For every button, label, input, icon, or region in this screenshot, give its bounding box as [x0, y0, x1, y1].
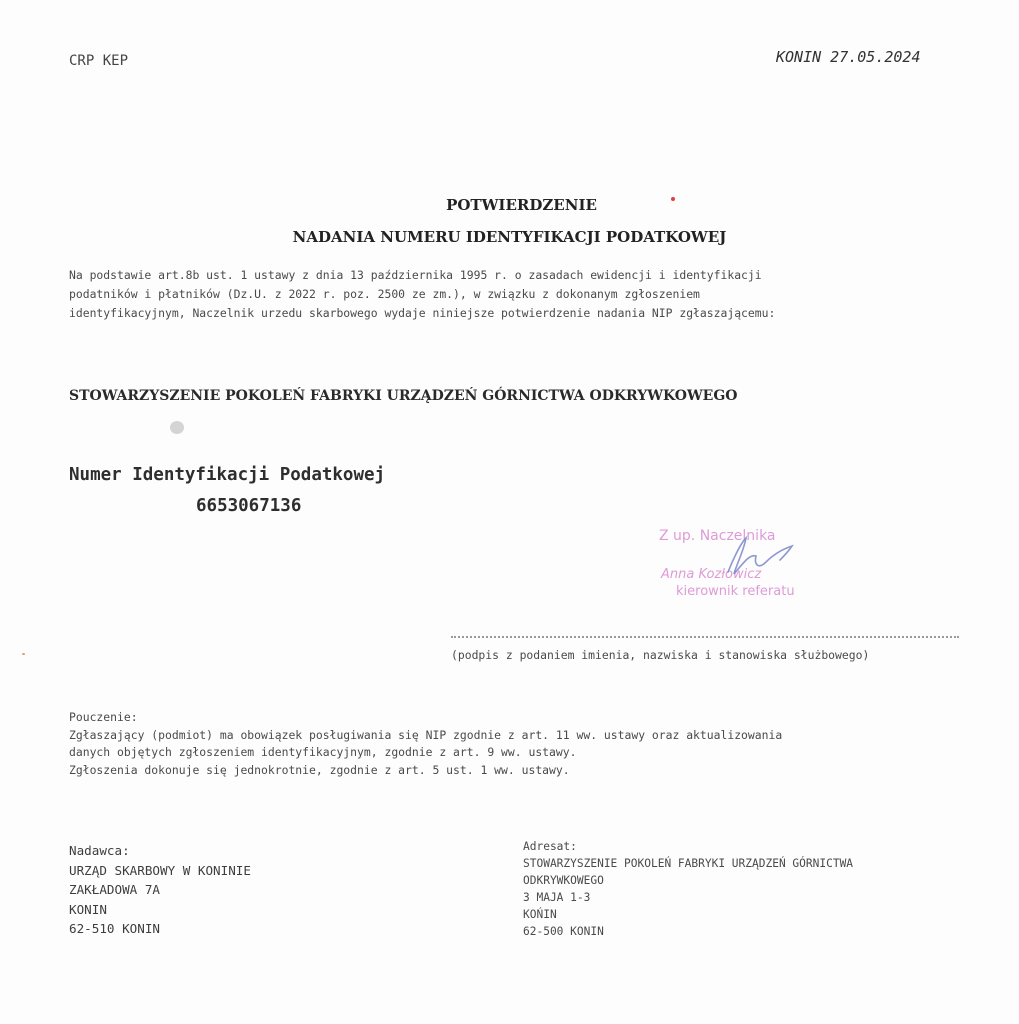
intro-line: identyfikacyjnym, Naczelnik urzedu skarbowego wydaje niniejsze potwierdzenie nadania NIP zgłaszającemu:: [69, 306, 776, 320]
intro-line: podatników i płatników (Dz.U. z 2022 r. poz. 2500 ze zm.), w związku z dokonanym zgłoszeniem: [69, 287, 700, 301]
sender-line: KONIN: [69, 901, 107, 917]
place-date: KONIN 27.05.2024: [776, 48, 921, 66]
addressee-line: STOWARZYSZENIE POKOLEŃ FABRYKI URZĄDZEŃ GÓRNICTWA: [523, 857, 854, 870]
addressee-block: [523, 838, 853, 940]
addressee-line: 62-500 KONIN: [523, 925, 604, 938]
document-subtitle: NADANIA NUMERU IDENTYFIKACJI PODATKOWEJ: [292, 228, 727, 246]
stamp-line-authority: Z up. Naczelnika: [659, 528, 776, 544]
scan-speck: [22, 653, 25, 655]
office-code: CRP KEP: [69, 53, 129, 69]
stamp-line-position: kierownik referatu: [676, 584, 795, 599]
signature-caption: (podpis z podaniem imienia, nazwiska i stanowiska służbowego): [451, 648, 870, 662]
scan-smudge: [170, 421, 184, 434]
nip-label: Numer Identyfikacji Podatkowej: [69, 465, 386, 485]
addressee-line: 3 MAJA 1-3: [523, 891, 591, 904]
stamp-line-name: Anna Kozłowicz: [661, 567, 762, 582]
official-stamp: [650, 522, 820, 612]
signature-line: [451, 628, 959, 638]
scan-speck: [671, 197, 675, 201]
addressee-heading: Adresat:: [523, 840, 577, 853]
addressee-line: ODKRYWKOWEGO: [523, 874, 604, 887]
intro-line: Na podstawie art.8b ust. 1 ustawy z dnia 13 października 1995 r. o zasadach ewidencji i identyfikacji: [69, 268, 762, 282]
document-title: POTWIERDZENIE: [446, 196, 597, 214]
organization-name: STOWARZYSZENIE POKOLEŃ FABRYKI URZĄDZEŃ GÓRNICTWA ODKRYWKOWEGO: [69, 388, 738, 404]
sender-heading: Nadawca:: [69, 843, 130, 858]
sender-line: 62-510 KONIN: [69, 921, 160, 936]
instruction-section: [69, 709, 782, 779]
instruction-line: Zgłoszenia dokonuje się jednokrotnie, zgodnie z art. 5 ust. 1 ww. ustawy.: [69, 762, 570, 777]
instruction-line: Zgłaszający (podmiot) ma obowiązek posługiwania się NIP zgodnie z art. 11 ww. ustawy oraz aktualizowania: [69, 727, 783, 742]
instruction-line: danych objętych zgłoszeniem identyfikacyjnym, zgodnie z art. 9 ww. ustawy.: [69, 745, 577, 759]
instruction-heading: Pouczenie:: [69, 710, 138, 724]
addressee-line: KOŃIN: [523, 908, 557, 921]
sender-line: URZĄD SKARBOWY W KONINIE: [69, 862, 251, 878]
sender-line: ZAKŁADOWA 7A: [69, 882, 160, 897]
handwritten-signature: [710, 532, 810, 582]
sender-block: [69, 841, 251, 939]
intro-paragraph: [69, 266, 775, 323]
nip-value: 6653067136: [196, 496, 302, 516]
